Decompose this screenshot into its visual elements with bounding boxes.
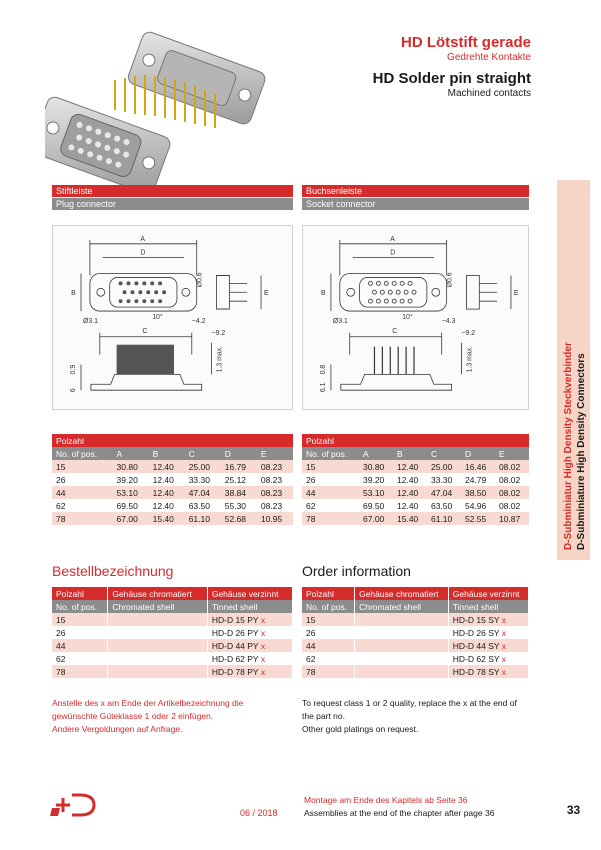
order-note-en: To request class 1 or 2 quality, replace the x at the end of the part no. Other gold platings on request. [302,698,517,734]
table-row: 44 HD-D 44 PY x [52,639,293,652]
dim-hdr-de: Polzahl [52,434,293,447]
col-d: D [221,447,257,460]
dim-h6: 6 [70,388,78,393]
plug-drawing [52,225,293,410]
dim-h13: 1.3 max. [216,345,224,373]
dim-d: D [140,249,146,257]
dim-angle: 10° [402,313,413,321]
dim-b: B [71,290,76,298]
sidebar-line-en: D-Subminiature High Density Connectors [576,353,587,550]
dim-92: ~9.2 [211,329,226,337]
footer-note-en: Assemblies at the end of the chapter after page 36 [304,808,495,818]
dim-42: ~4.2 [191,317,206,325]
table-row: 26 HD-D 26 SY x [302,626,529,639]
col-e: E [257,447,293,460]
dim-c: C [142,327,148,335]
table-row: 62 HD-D 62 PY x [52,652,293,665]
chapter-sidebar-text [557,180,590,560]
col-pos: No. of pos. [52,447,113,460]
title-en: HD Solder pin straight [372,70,531,87]
table-row: 26 39.20 12.40 33.30 24.79 08.02 [302,473,529,486]
dim-a: A [390,235,395,243]
dim-pin: Ø0.6 [196,272,204,288]
table-row: 62 69.50 12.40 63.50 54.96 08.02 [302,499,529,512]
dim-43: ~4.3 [441,317,456,325]
title-de: HD Lötstift gerade [400,34,531,51]
col-a: A [359,447,393,460]
socket-order-table: Polzahl Gehäuse chromatiert Gehäuse verzinnt No. of pos. Chromated shell Tinned shell 15 HD-D 15 SY x 26 HD-D 26 SY x 44 HD-D 44 SY x 62 HD-D 62 SY x 78 HD-D 78 SY x [302,587,529,678]
dim-92: ~9.2 [461,329,476,337]
socket-header-de: Buchsenleiste [302,185,529,197]
dim-c: C [392,327,398,335]
col-e: E [495,447,529,460]
dim-a: A [140,235,145,243]
dim-e: E [264,290,269,298]
dim-d: D [390,249,396,257]
dim-h08: 0.8 [319,364,327,375]
col-pos: No. of pos. [302,447,359,460]
dim-b: B [321,290,326,298]
socket-dim-table [302,434,529,525]
page-number: 33 [566,803,581,817]
dim-pin: Ø0.6 [446,272,454,288]
plug-dim-table [52,434,293,525]
table-row: 44 53.10 12.40 47.04 38.84 08.23 [52,486,293,499]
col-c: C [427,447,461,460]
table-row: 15 HD-D 15 PY x [52,613,293,626]
col-b: B [149,447,185,460]
order-title-de: Bestellbezeichnung [52,563,174,579]
table-row: 26 39.20 12.40 33.30 25.12 08.23 [52,473,293,486]
dim-e: E [513,290,519,298]
subtitle-en: Machined contacts [447,88,531,99]
socket-header-en: Socket connector [302,198,529,210]
table-row: 62 HD-D 62 SY x [302,652,529,665]
table-row: 15 30.80 12.40 25.00 16.79 08.23 [52,460,293,473]
dim-angle: 10° [152,313,163,321]
footer-note-de: Montage am Ende des Kapitels ab Seite 36 [304,795,468,805]
dim-hole: Ø3.1 [82,317,98,325]
dim-h09: 0.9 [70,364,78,375]
table-row: 44 HD-D 44 SY x [302,639,529,652]
table-row: 15 HD-D 15 SY x [302,613,529,626]
socket-drawing [302,225,529,410]
table-row: 26 HD-D 26 PY x [52,626,293,639]
footer-date: 06 / 2018 [240,808,278,818]
dim-hdr-de: Polzahl [302,434,529,447]
sidebar-line-de: D-Subminiatur High Density Steckverbinder [563,342,574,550]
table-row: 78 67.00 15.40 61.10 52.55 10.87 [302,512,529,525]
dim-h13: 1.3 max. [466,345,474,373]
subtitle-de: Gedrehte Kontakte [447,52,531,63]
plug-header-en: Plug connector [52,198,293,210]
table-row: 78 HD-D 78 PY x [52,665,293,678]
col-b: B [393,447,427,460]
col-c: C [185,447,221,460]
product-photo [45,20,285,190]
company-logo [50,790,100,820]
plug-order-table: Polzahl Gehäuse chromatiert Gehäuse verzinnt No. of pos. Chromated shell Tinned shell 15 HD-D 15 PY x 26 HD-D 26 PY x 44 HD-D 44 PY x 62 HD-D 62 PY x 78 HD-D 78 PY x [52,587,293,678]
col-a: A [113,447,149,460]
order-title-en: Order information [302,563,411,579]
plug-header-de: Stiftleiste [52,185,293,197]
table-row: 78 HD-D 78 SY x [302,665,529,678]
table-row: 62 69.50 12.40 63.50 55.30 08.23 [52,499,293,512]
dim-h61: 6.1 [319,382,327,393]
col-d: D [461,447,495,460]
table-row: 15 30.80 12.40 25.00 16.46 08.02 [302,460,529,473]
dim-hole: Ø3.1 [332,317,348,325]
table-row: 44 53.10 12.40 47.04 38.50 08.02 [302,486,529,499]
order-note-de: Anstelle des x am Ende der Artikelbezeichnung die gewünschte Güteklasse 1 oder 2 einfügen. Andere Vergoldungen auf Anfrage. [52,698,244,734]
table-row: 78 67.00 15.40 61.10 52.68 10.95 [52,512,293,525]
